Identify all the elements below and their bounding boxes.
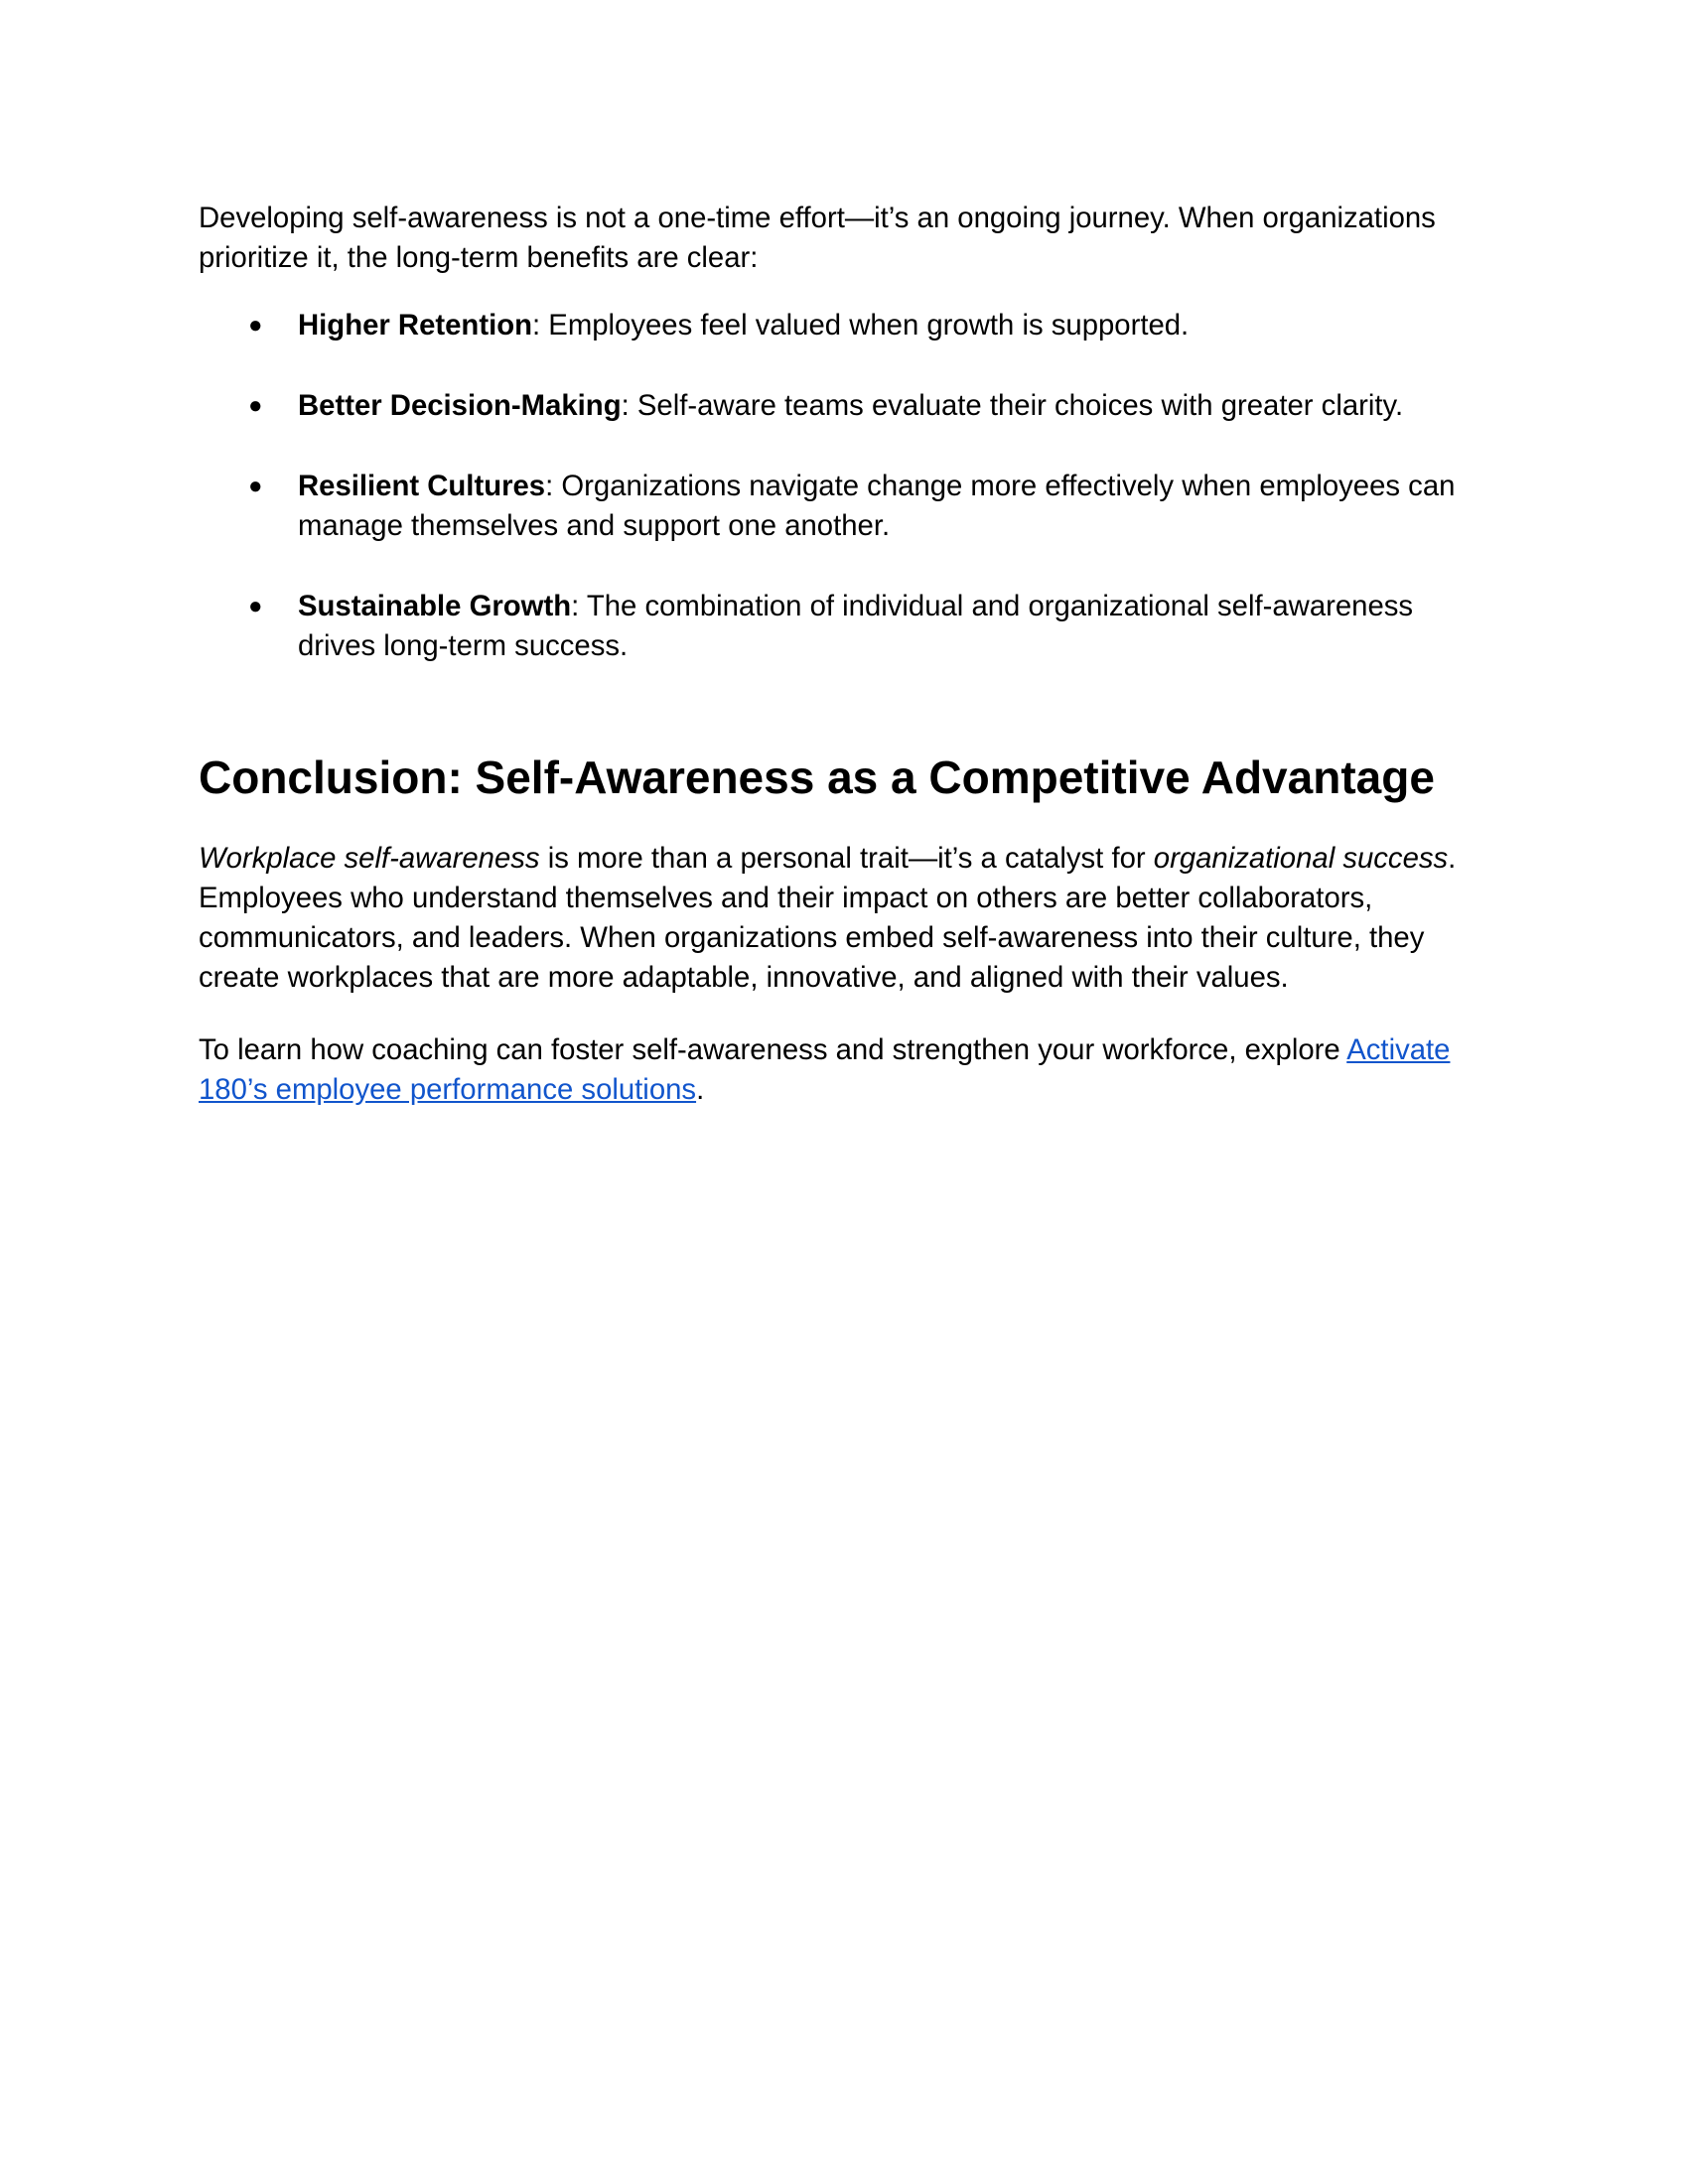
benefit-title: Higher Retention — [298, 309, 533, 341]
list-item — [199, 587, 1489, 666]
list-item — [199, 386, 1489, 426]
conclusion-paragraph — [199, 839, 1489, 998]
document-page — [199, 199, 1489, 1110]
emphasis-workplace: Workplace self-awareness — [199, 842, 540, 875]
bullet-icon: ● — [248, 312, 263, 339]
bullet-icon: ● — [248, 473, 263, 499]
performance-solutions-link[interactable]: Activate 180’s employee performance solutions — [199, 1033, 1451, 1106]
list-item — [199, 467, 1489, 546]
list-item — [199, 306, 1489, 345]
benefit-text: : The combination of individual and organizational self-awareness drives long-term success. — [298, 590, 1414, 662]
benefit-title: Sustainable Growth — [298, 590, 572, 622]
benefit-text: : Self-aware teams evaluate their choices with greater clarity. — [621, 389, 1404, 422]
conclusion-heading: Conclusion: Self-Awareness as a Competitive Advantage — [199, 751, 1435, 803]
benefit-text: : Employees feel valued when growth is supported. — [532, 309, 1190, 341]
bullet-icon: ● — [248, 392, 263, 419]
conclusion-text-2: . Employees who understand themselves and their impact on others are better collaborators, communicators, and leaders. When organizations embed self-awareness into their culture, they create workplaces that are more adaptable, innovative, and aligned with their values. — [199, 842, 1457, 994]
cta-end: . — [696, 1073, 705, 1106]
bullet-icon: ● — [248, 593, 263, 619]
emphasis-organizational: organizational success — [1153, 842, 1449, 875]
benefit-title: Better Decision-Making — [298, 389, 622, 422]
cta-text: To learn how coaching can foster self-awareness and strengthen your workforce, explore — [199, 1033, 1347, 1066]
benefit-title: Resilient Cultures — [298, 470, 546, 502]
intro-paragraph: Developing self-awareness is not a one-time effort—it’s an ongoing journey. When organizations prioritize it, the long-term benefits are clear: — [199, 202, 1436, 274]
conclusion-text-1: is more than a personal trait—it’s a catalyst for — [539, 842, 1154, 875]
benefits-list — [199, 306, 1489, 666]
cta-paragraph — [199, 1030, 1489, 1110]
benefit-text: : Organizations navigate change more effectively when employees can manage themselves and support one another. — [298, 470, 1456, 542]
